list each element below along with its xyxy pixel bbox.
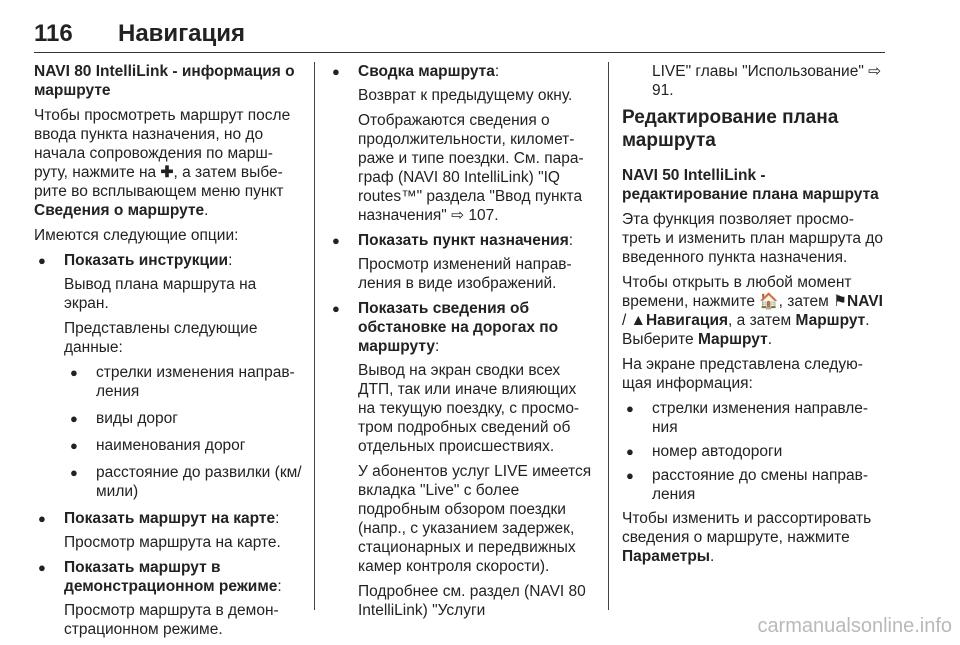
column-1 [34, 62, 304, 645]
bullet-title: Показать сведения об обстановке на дорогах по маршруту [358, 300, 559, 355]
intro-paragraph [34, 106, 304, 220]
parameters-label: Параметры [622, 548, 711, 565]
bullet-text: Просмотр изменений направ-ления в виде изображений. [358, 256, 572, 292]
bullet-title: Показать пункт назначения [358, 232, 569, 249]
bullet-text: Подробнее см. раздел (NAVI 80 IntelliLink) "Услуги [358, 583, 586, 619]
paragraph: На экране представлена следую-щая информация: [622, 356, 863, 392]
flag-icon: ⚑ [833, 293, 848, 310]
options-intro: Имеются следующие опции: [34, 227, 239, 244]
bullet-text: У абонентов услуг LIVE имеется вкладка "Live" с более подробным обзором поездки (напр., с указанием задержек, стационарных и передвижных камер контроля скорости). [358, 463, 592, 575]
bullet-text: Возврат к предыдущему окну. [358, 87, 573, 104]
column-divider [314, 62, 315, 610]
bullet-item: ● Показать маршрут в демонстрационном режиме: [34, 558, 304, 596]
bullet-item: ● Показать сведения об обстановке на дорогах по маршруту: [328, 299, 596, 356]
page-ref[interactable]: 107 [468, 207, 495, 224]
separator: / [622, 312, 631, 329]
section-heading: Редактирование плана маршрута [622, 107, 839, 151]
bullet-text: Представлены следующие данные: [64, 320, 258, 356]
bullet-text: Вывод на экран сводки всех ДТП, так или иначе влияющих на текущую поездку, с просмо-тром подробных сведений об отдельных происшествиях. [358, 362, 580, 455]
paragraph [622, 509, 887, 566]
page-number: 116 [34, 20, 73, 47]
paragraph-end: . [710, 548, 715, 565]
bullet-text: Просмотр маршрута в демон-страционном режиме. [64, 602, 279, 638]
bullet-item: ● стрелки изменения направле-ния [622, 399, 887, 437]
bullet-item: ● Показать пункт назначения: [328, 231, 596, 250]
navigation-label: Навигация [645, 312, 729, 329]
paragraph-text: , затем [778, 293, 834, 310]
route-label: Маршрут [795, 312, 866, 329]
bullet-text: Вывод плана маршрута на экран. [64, 276, 257, 312]
page-ref-icon: ⇨ [868, 63, 882, 80]
bullet-item: ● расстояние до смены направ-ления [622, 466, 887, 504]
bullet-title: Показать инструкции [64, 252, 229, 269]
watermark: carmanualsonline.info [757, 615, 952, 637]
paragraph: Эта функция позволяет просмо-треть и изменить план маршрута до введенного пункта назначения. [622, 211, 883, 266]
subsection-heading: NAVI 50 IntelliLink - редактирование плана маршрута [622, 167, 879, 203]
sub-bullet-item: ● расстояние до развилки (км/мили) [34, 463, 304, 501]
page-title: Навигация [118, 20, 246, 47]
bullet-text-body: Отображаются сведения о продолжительности, километ-раже и типе поездки. См. пара-граф (NAVI 80 IntelliLink) "IQ routes™" раздела "Ввод пункта назначения" [358, 112, 584, 224]
sub-bullet-item: ● виды дорог [34, 409, 304, 428]
page-ref-icon: ⇨ [451, 207, 469, 224]
bullet-item: ● Показать маршрут на карте: [34, 509, 304, 528]
continued-text: LIVE" главы "Использование" ⇨ 91. [652, 63, 882, 99]
paragraph-text: . Выберите [622, 312, 870, 348]
column-divider [608, 62, 609, 610]
bullet-title: Сводка маршрута [358, 63, 495, 80]
paragraph-text: Чтобы открыть в любой момент времени, нажмите [622, 274, 852, 310]
navi-label: NAVI [847, 293, 883, 310]
intro-text-mid: , а затем выбе-рите во всплывающем меню пункт [34, 164, 284, 200]
page-header [34, 16, 885, 53]
section-heading: NAVI 80 IntelliLink - информация о маршруте [34, 63, 295, 99]
bullet-item: ● номер автодороги [622, 442, 887, 461]
plus-icon: ✚ [160, 164, 174, 181]
intro-end: . [204, 202, 209, 219]
column-3 [622, 62, 887, 572]
paragraph-text: , а затем [728, 312, 796, 329]
page-ref[interactable]: 91 [652, 82, 670, 99]
paragraph-text: Чтобы изменить и рассортировать сведения о маршруте, нажмите [622, 510, 872, 546]
home-icon: 🏠 [759, 293, 779, 310]
paragraph-end: . [767, 331, 773, 348]
bullet-title: Показать маршрут на карте [64, 510, 276, 527]
continued-text-body: LIVE" главы "Использование" [652, 63, 869, 80]
intro-text: Чтобы просмотреть маршрут после ввода пункта назначения, но до начала сопровождения по марш-руту, нажмите на [34, 107, 291, 181]
bullet-item: ● Сводка маршрута: [328, 62, 596, 81]
bullet-text: Просмотр маршрута на карте. [64, 534, 281, 551]
bullet-text: Отображаются сведения о продолжительности, километ-раже и типе поездки. См. пара-граф (NAVI 80 IntelliLink) "IQ routes™" раздела "Ввод пункта назначения" ⇨ 107. [358, 112, 584, 224]
route-label: Маршрут [697, 331, 768, 348]
bullet-title: Показать маршрут в демонстрационном режиме [64, 559, 278, 595]
navigation-icon: ▲ [630, 312, 646, 329]
column-2 [328, 62, 596, 626]
bullet-item: ● Показать инструкции: [34, 251, 304, 270]
paragraph [622, 273, 887, 349]
sub-bullet-item: ● наименования дорог [34, 436, 304, 455]
route-info-label: Сведения о маршруте [34, 202, 205, 219]
sub-bullet-item: ● стрелки изменения направ-ления [34, 363, 304, 401]
